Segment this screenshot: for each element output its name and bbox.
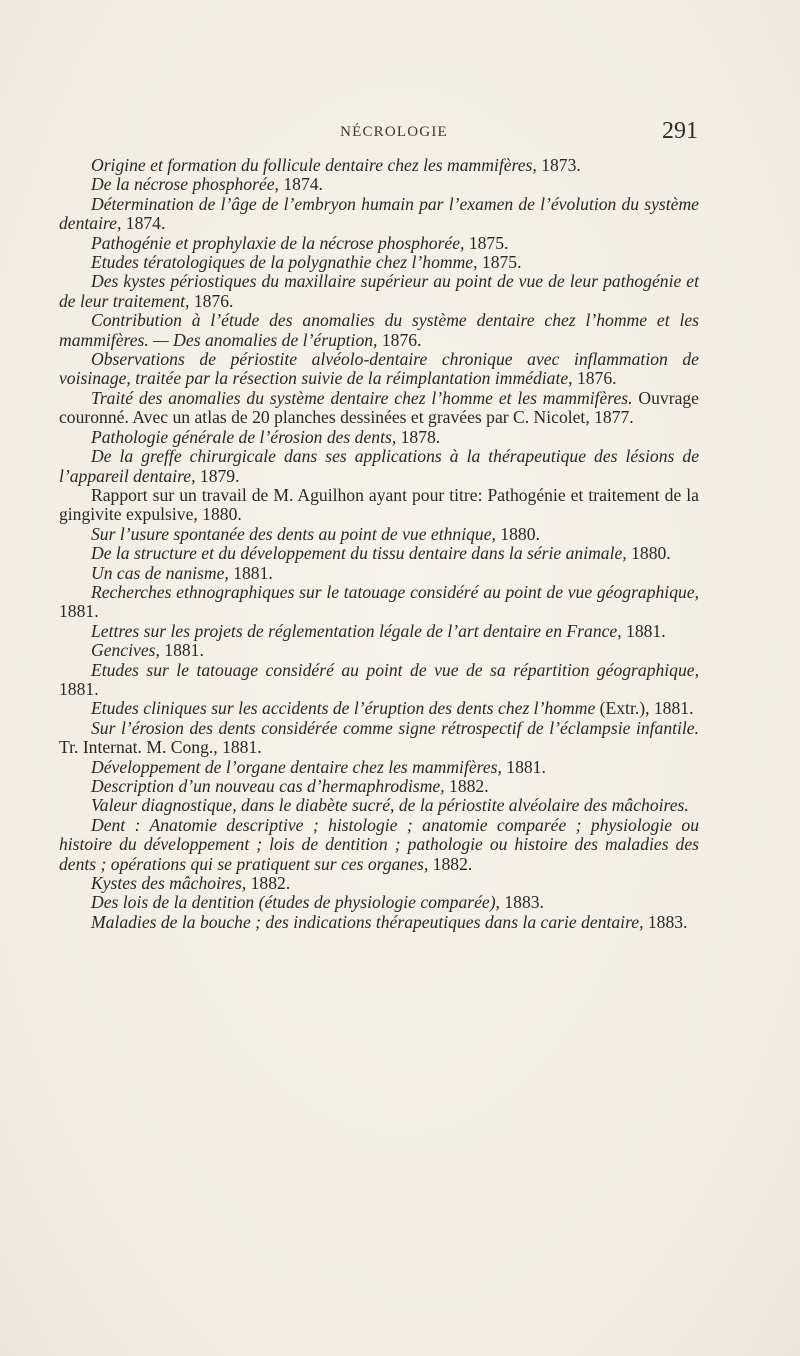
bibliography-entry (59, 525, 699, 544)
entry-details: Ouvrage couronné. Avec un atlas de 20 planches dessinées et gravées par C. Nicolet, 1877. (59, 387, 699, 428)
bibliography-entry (59, 486, 699, 525)
bibliography-list (59, 156, 699, 932)
entry-title: Gencives, (91, 640, 160, 661)
entry-details: 1881. (59, 678, 99, 699)
entry-title: Etudes cliniques sur les accidents de l’éruption des dents chez l’homme (91, 698, 596, 719)
entry-title: Des kystes périostiques du maxillaire supérieur au point de vue de leur pathogénie et de leur traitement, (59, 271, 699, 311)
entry-details: 1880. (626, 543, 671, 564)
entry-details: 1874. (121, 213, 166, 234)
bibliography-entry (59, 913, 699, 932)
entry-details: 1875. (464, 232, 509, 253)
entry-title: Etudes tératologiques de la polygnathie chez l’homme, (91, 252, 478, 273)
bibliography-entry (59, 777, 699, 796)
entry-title: Des lois de la dentition (études de physiologie comparée), (91, 892, 500, 913)
bibliography-entry (59, 253, 699, 272)
entry-details: Tr. Internat. M. Cong., 1881. (59, 737, 262, 758)
entry-title: De la nécrose phosphorée, (91, 174, 279, 195)
bibliography-entry (59, 874, 699, 893)
entry-title: Valeur diagnostique, dans le diabète sucré, de la périostite alvéolaire des mâchoires. (91, 795, 689, 816)
entry-title: Maladies de la bouche ; des indications thérapeutiques dans la carie dentaire, (91, 911, 644, 932)
entry-details: 1882. (428, 853, 473, 874)
entry-details: 1876. (572, 368, 617, 389)
entry-details: 1874. (278, 174, 323, 195)
entry-title: De la greffe chirurgicale dans ses applications à la thérapeutique des lésions de l’appareil dentaire, (59, 446, 699, 486)
bibliography-entry (59, 893, 699, 912)
entry-details: 1881. (228, 562, 273, 583)
entry-title: Recherches ethnographiques sur le tatouage considéré au point de vue géographique, (91, 581, 699, 602)
bibliography-entry (59, 156, 699, 175)
entry-title: Détermination de l’âge de l’embryon humain par l’examen de l’évolution du système dentaire, (59, 193, 699, 234)
entry-details: 1873. (536, 155, 581, 175)
entry-title: Contribution à l’étude des anomalies du système dentaire chez l’homme et les mammifères. — Des anomalies de l’éruption, (59, 310, 699, 350)
bibliography-entry (59, 389, 699, 428)
entry-title: Kystes des mâchoires, (91, 873, 247, 894)
bibliography-entry (59, 661, 699, 700)
bibliography-entry (59, 447, 699, 486)
entry-details: 1882. (444, 776, 489, 796)
entry-title: Etudes sur le tatouage considéré au point de vue de sa répartition géographique, (91, 659, 699, 680)
page-header (90, 118, 698, 148)
bibliography-entry (59, 641, 699, 660)
entry-details: 1876. (189, 290, 234, 311)
entry-details: 1875. (477, 252, 522, 273)
bibliography-entry (59, 311, 699, 350)
entry-title: Origine et formation du follicule dentaire chez les mammifères, (91, 155, 537, 175)
bibliography-entry (59, 583, 699, 622)
bibliography-entry (59, 564, 699, 583)
entry-title: Description d’un nouveau cas d’hermaphrodisme, (91, 776, 445, 796)
entry-details: (Extr.), 1881. (595, 698, 694, 719)
bibliography-entry (59, 816, 699, 874)
entry-details: Rapport sur un travail de M. Aguilhon ayant pour titre: Pathogénie et traitement de la gingivite expulsive, 1880. (59, 484, 699, 525)
running-title: NÉCROLOGIE (340, 124, 448, 140)
entry-details: 1881. (501, 756, 546, 777)
entry-title: Développement de l’organe dentaire chez les mammifères, (91, 756, 502, 777)
entry-title: Pathologie générale de l’érosion des dents, (91, 426, 397, 447)
bibliography-entry (59, 195, 699, 234)
bibliography-entry (59, 758, 699, 777)
bibliography-entry (59, 350, 699, 389)
entry-details: 1883. (643, 911, 688, 932)
bibliography-entry (59, 234, 699, 253)
entry-title: Sur l’usure spontanée des dents au point de vue ethnique, (91, 523, 496, 544)
bibliography-entry (59, 175, 699, 194)
entry-details: 1881. (159, 640, 204, 661)
entry-title: Sur l’érosion des dents considérée comme signe rétrospectif de l’éclampsie infantile. (91, 717, 699, 738)
entry-details: 1883. (499, 892, 544, 913)
entry-details: 1876. (377, 329, 422, 350)
bibliography-entry (59, 544, 699, 563)
entry-title: Lettres sur les projets de réglementation légale de l’art dentaire en France, (91, 620, 622, 641)
bibliography-entry (59, 272, 699, 311)
bibliography-entry (59, 796, 699, 815)
bibliography-entry (59, 428, 699, 447)
entry-title: De la structure et du développement du tissu dentaire dans la série animale, (91, 543, 627, 564)
page-number: 291 (662, 118, 698, 144)
entry-details: 1878. (396, 426, 441, 447)
entry-details: 1881. (621, 620, 666, 641)
entry-title: Un cas de nanisme, (91, 562, 229, 583)
bibliography-entry (59, 719, 699, 758)
bibliography-entry (59, 622, 699, 641)
entry-title: Traité des anomalies du système dentaire chez l’homme et les mammifères. (91, 387, 633, 408)
entry-details: 1882. (246, 873, 291, 894)
entry-title: Dent : Anatomie descriptive ; histologie ; anatomie comparée ; physiologie ou histoire du développement ; lois de dentition ; pathologie ou histoire des maladies des dents ; opérations qui se pratiquent sur ces organes, (59, 814, 699, 874)
entry-details: 1881. (59, 601, 99, 622)
entry-details: 1880. (495, 523, 540, 544)
bibliography-entry (59, 699, 699, 718)
entry-title: Pathogénie et prophylaxie de la nécrose phosphorée, (91, 232, 465, 253)
entry-details: 1879. (195, 465, 240, 486)
entry-title: Observations de périostite alvéolo-dentaire chronique avec inflammation de voisinage, traitée par la résection suivie de la réimplantation immédiate, (59, 349, 699, 389)
